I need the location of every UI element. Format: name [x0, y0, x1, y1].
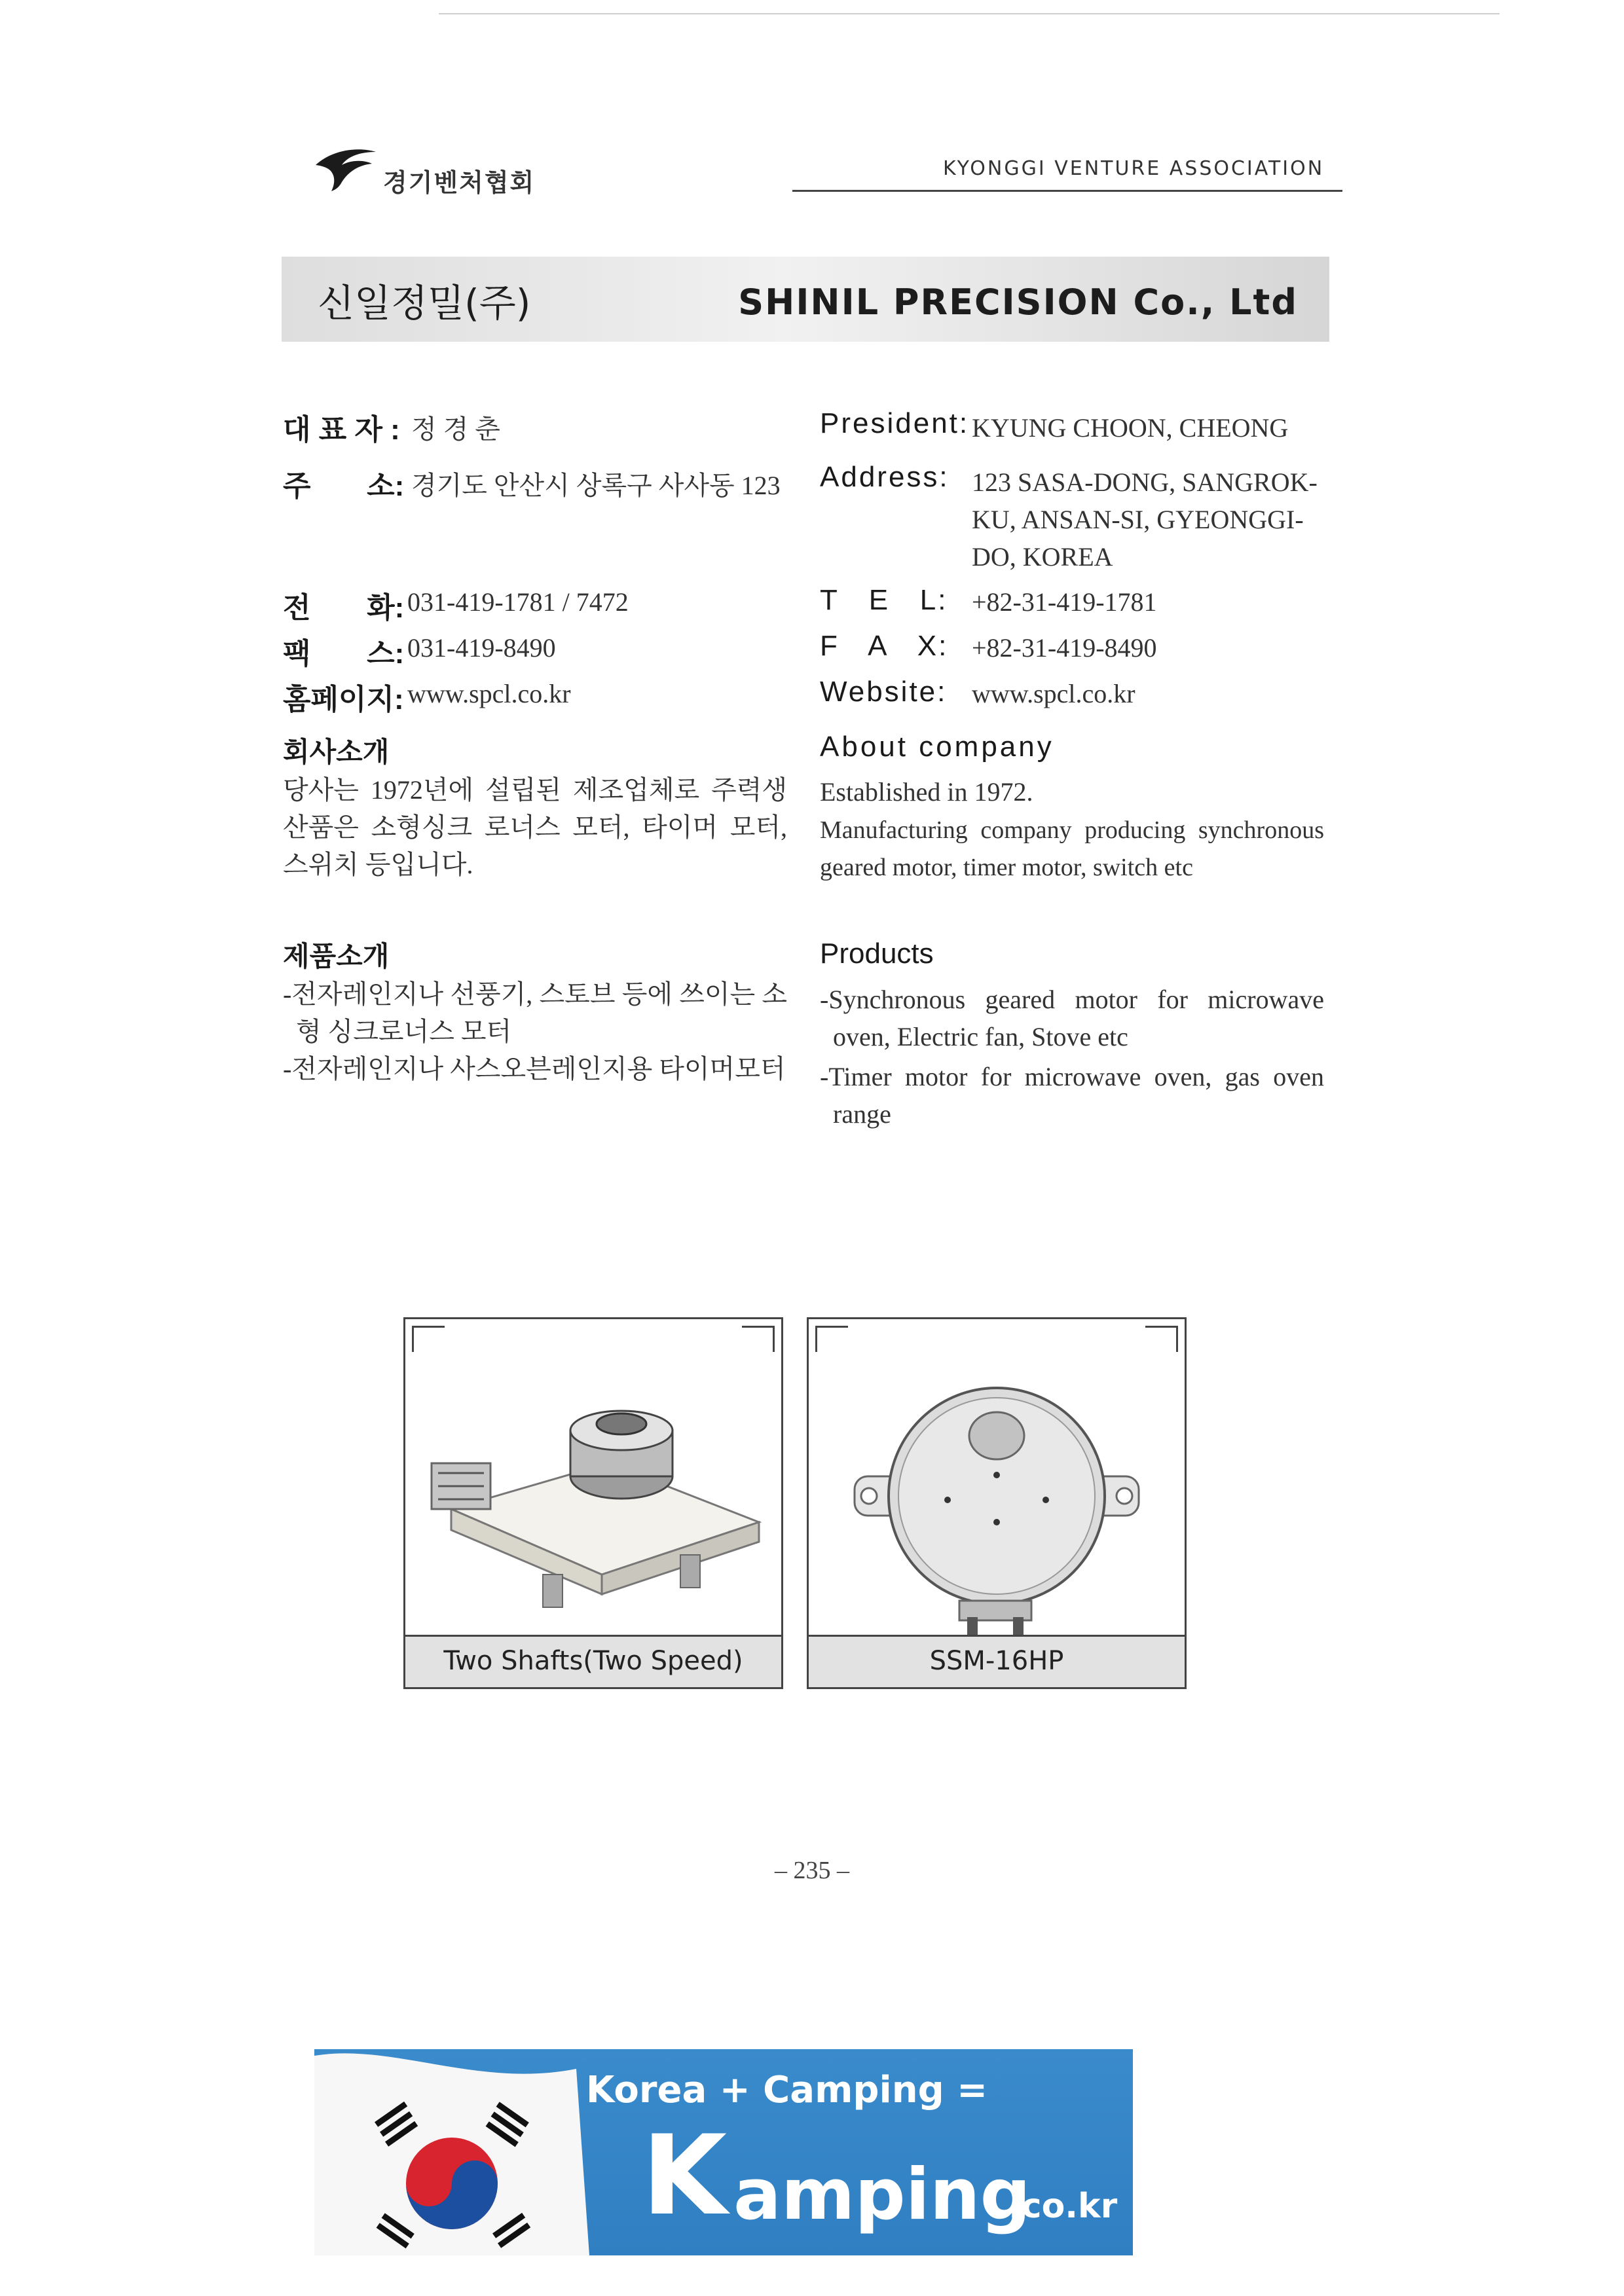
- synchronous-motor-icon: [809, 1358, 1185, 1640]
- about-line-en-2: Manufacturing company producing synchronous geared motor, timer motor, switch etc: [820, 816, 1324, 881]
- association-name-en: KYONGGI VENTURE ASSOCIATION: [943, 157, 1325, 180]
- address-label-ko: 주 소:: [283, 470, 405, 502]
- tel-label-ko: 전 화:: [283, 592, 405, 624]
- product-item-en-2: -Timer motor for microwave oven, gas oven range: [820, 1062, 1324, 1129]
- address-value-ko: 경기도 안산시 상록구 사사동 123: [411, 471, 781, 500]
- frame-corner: [412, 1326, 445, 1352]
- fax-label-en: F A X:: [820, 630, 949, 662]
- about-text-ko: 당사는 1972년에 설립된 제조업체로 주력생산품은 소형싱크 로너스 모터, 타이머 모터, 스위치 등입니다.: [283, 775, 787, 879]
- president-value-en: KYUNG CHOON, CHEONG: [972, 413, 1289, 443]
- top-rule: [439, 13, 1500, 14]
- about-line-en-1: Established in 1972.: [820, 777, 1033, 807]
- products-heading-en: Products: [820, 938, 934, 970]
- product-item-ko-2: -전자레인지나 사스오븐레인지용 타이머모터: [283, 1054, 786, 1084]
- website-value-en: www.spcl.co.kr: [972, 679, 1135, 708]
- product-caption-1: Two Shafts(Two Speed): [405, 1635, 781, 1687]
- product-photo-2: [807, 1317, 1187, 1689]
- product-item-en-1: -Synchronous geared motor for microwave oven, Electric fan, Stove etc: [820, 985, 1324, 1051]
- about-heading-en: About company: [820, 731, 1054, 763]
- company-name-en: SHINIL PRECISION Co., Ltd: [738, 282, 1298, 323]
- product-photo-1: [403, 1317, 783, 1689]
- korean-flag-icon: [314, 2049, 616, 2255]
- website-value-ko: www.spcl.co.kr: [407, 679, 571, 708]
- tel-value-en: +82-31-419-1781: [972, 587, 1157, 617]
- banner-brand-rest: amping: [733, 2154, 1031, 2236]
- fax-label-ko: 팩 스:: [283, 638, 405, 670]
- tel-label-en: T E L:: [820, 584, 948, 616]
- address-label-en: Address:: [820, 461, 950, 493]
- product-caption-2: SSM-16HP: [809, 1635, 1185, 1687]
- president-value-ko: 정 경 춘: [411, 414, 500, 444]
- company-name-ko: 신일정밀(주): [318, 281, 531, 325]
- frame-corner: [742, 1326, 775, 1352]
- products-heading-ko: 제품소개: [283, 941, 390, 972]
- page-number: – 235 –: [775, 1857, 849, 1884]
- product-item-ko-1: -전자레인지나 선풍기, 스토브 등에 쓰이는 소형 싱크로너스 모터: [283, 979, 787, 1046]
- kamping-banner[interactable]: [314, 2049, 1133, 2255]
- association-name-ko: 경기벤처협회: [383, 168, 536, 197]
- timer-switch-icon: [405, 1358, 781, 1640]
- president-label-en: President:: [820, 407, 970, 439]
- banner-brand-domain: .co.kr: [1008, 2187, 1118, 2226]
- fax-value-en: +82-31-419-8490: [972, 633, 1157, 663]
- fax-value-ko: 031-419-8490: [407, 633, 556, 663]
- company-title-band: [282, 257, 1329, 342]
- banner-brand-k: K: [642, 2111, 728, 2240]
- frame-corner: [1145, 1326, 1178, 1352]
- address-value-en: 123 SASA-DONG, SANGROK-KU, ANSAN-SI, GYEONGGI-DO, KOREA: [972, 467, 1318, 572]
- tel-value-ko: 031-419-1781 / 7472: [407, 587, 629, 617]
- about-heading-ko: 회사소개: [283, 737, 390, 767]
- association-logo-icon: [313, 145, 378, 192]
- banner-tagline: Korea + Camping =: [586, 2069, 988, 2111]
- header-rule: [792, 190, 1342, 192]
- president-label-ko: 대 표 자 :: [283, 414, 400, 446]
- website-label-ko: 홈페이지:: [283, 683, 404, 716]
- website-label-en: Website:: [820, 676, 948, 708]
- frame-corner: [815, 1326, 848, 1352]
